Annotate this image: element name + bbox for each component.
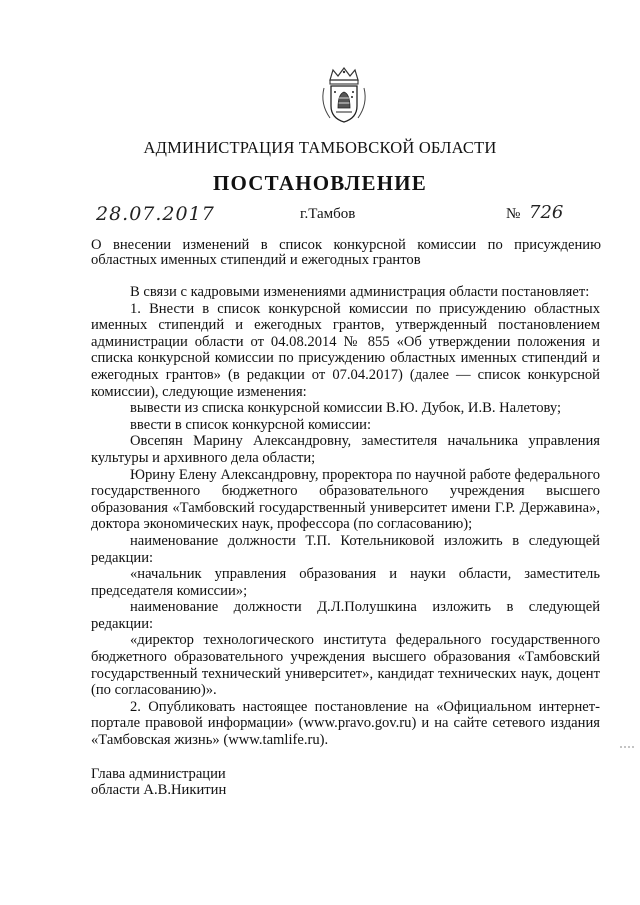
body-paragraph: наименование должности Д.Л.Полушкина изложить в следующей редакции: xyxy=(91,599,600,632)
body-paragraph: 2. Опубликовать настоящее постановление на «Официальном интернет-портале правовой информации» (www.pravo.gov.ru) и на сайте сетевого издания «Тамбовская жизнь» (www.tamlife.ru). xyxy=(91,698,600,749)
document-number: 726 xyxy=(529,202,564,223)
document-city: г.Тамбов xyxy=(300,206,356,222)
body-paragraph: «директор технологического института федерального государственного бюджетного образовательного учреждения высшего образования «Тамбовский государственный технический университет», кандидат технических наук, доцент (по согласованию)». xyxy=(91,632,600,699)
signature-title: Глава администрации xyxy=(91,766,226,782)
body-paragraph: Овсепян Марину Александровну, заместителя начальника управления культуры и архивного дела области; xyxy=(91,433,600,466)
body-paragraph: Юрину Елену Александровну, проректора по научной работе федерального государственного бюджетного образовательного учреждения высшего образования «Тамбовский государственный университет имени Г.Р. Державина», доктора экономических наук, профессора (по согласованию); xyxy=(91,466,600,533)
document-date: 28.07.2017 xyxy=(96,203,215,225)
document-subject: О внесении изменений в список конкурсной комиссии по присуждению областных именных стипендий и ежегодных грантов xyxy=(91,237,601,268)
body-paragraph: наименование должности Т.П. Котельниковой изложить в следующей редакции: xyxy=(91,532,600,566)
document-body xyxy=(91,284,600,749)
document-type-title: ПОСТАНОВЛЕНИЕ xyxy=(212,171,428,195)
body-paragraph: В связи с кадровыми изменениями администрация области постановляет: xyxy=(130,284,590,300)
document-number-label: № xyxy=(506,206,521,222)
signature-block xyxy=(91,767,226,798)
scan-margin-mark xyxy=(620,746,634,748)
body-paragraph: ввести в список конкурсной комиссии: xyxy=(130,416,372,433)
body-paragraph: «начальник управления образования и науки области, заместитель председателя комиссии»; xyxy=(91,566,600,599)
body-paragraph: вывести из списка конкурсной комиссии В.Ю. Дубок, И.В. Налетову; xyxy=(130,400,562,417)
issuing-authority: АДМИНИСТРАЦИЯ ТАМБОВСКОЙ ОБЛАСТИ xyxy=(143,138,497,157)
signature-name: области А.В.Никитин xyxy=(91,781,227,798)
body-paragraph: 1. Внести в список конкурсной комиссии по присуждению областных именных стипендий и ежегодных грантов, утвержденный постановлением администрации области от 04.08.2014 № 855 «Об утверждении положения и списка конкурсной комиссии по присуждению областных именных стипендий и ежегодных грантов» (в редакции от 07.04.2017) (далее — список конкурсной комиссии), следующие изменения: xyxy=(91,300,600,400)
tambov-coat-of-arms-icon xyxy=(318,66,370,126)
